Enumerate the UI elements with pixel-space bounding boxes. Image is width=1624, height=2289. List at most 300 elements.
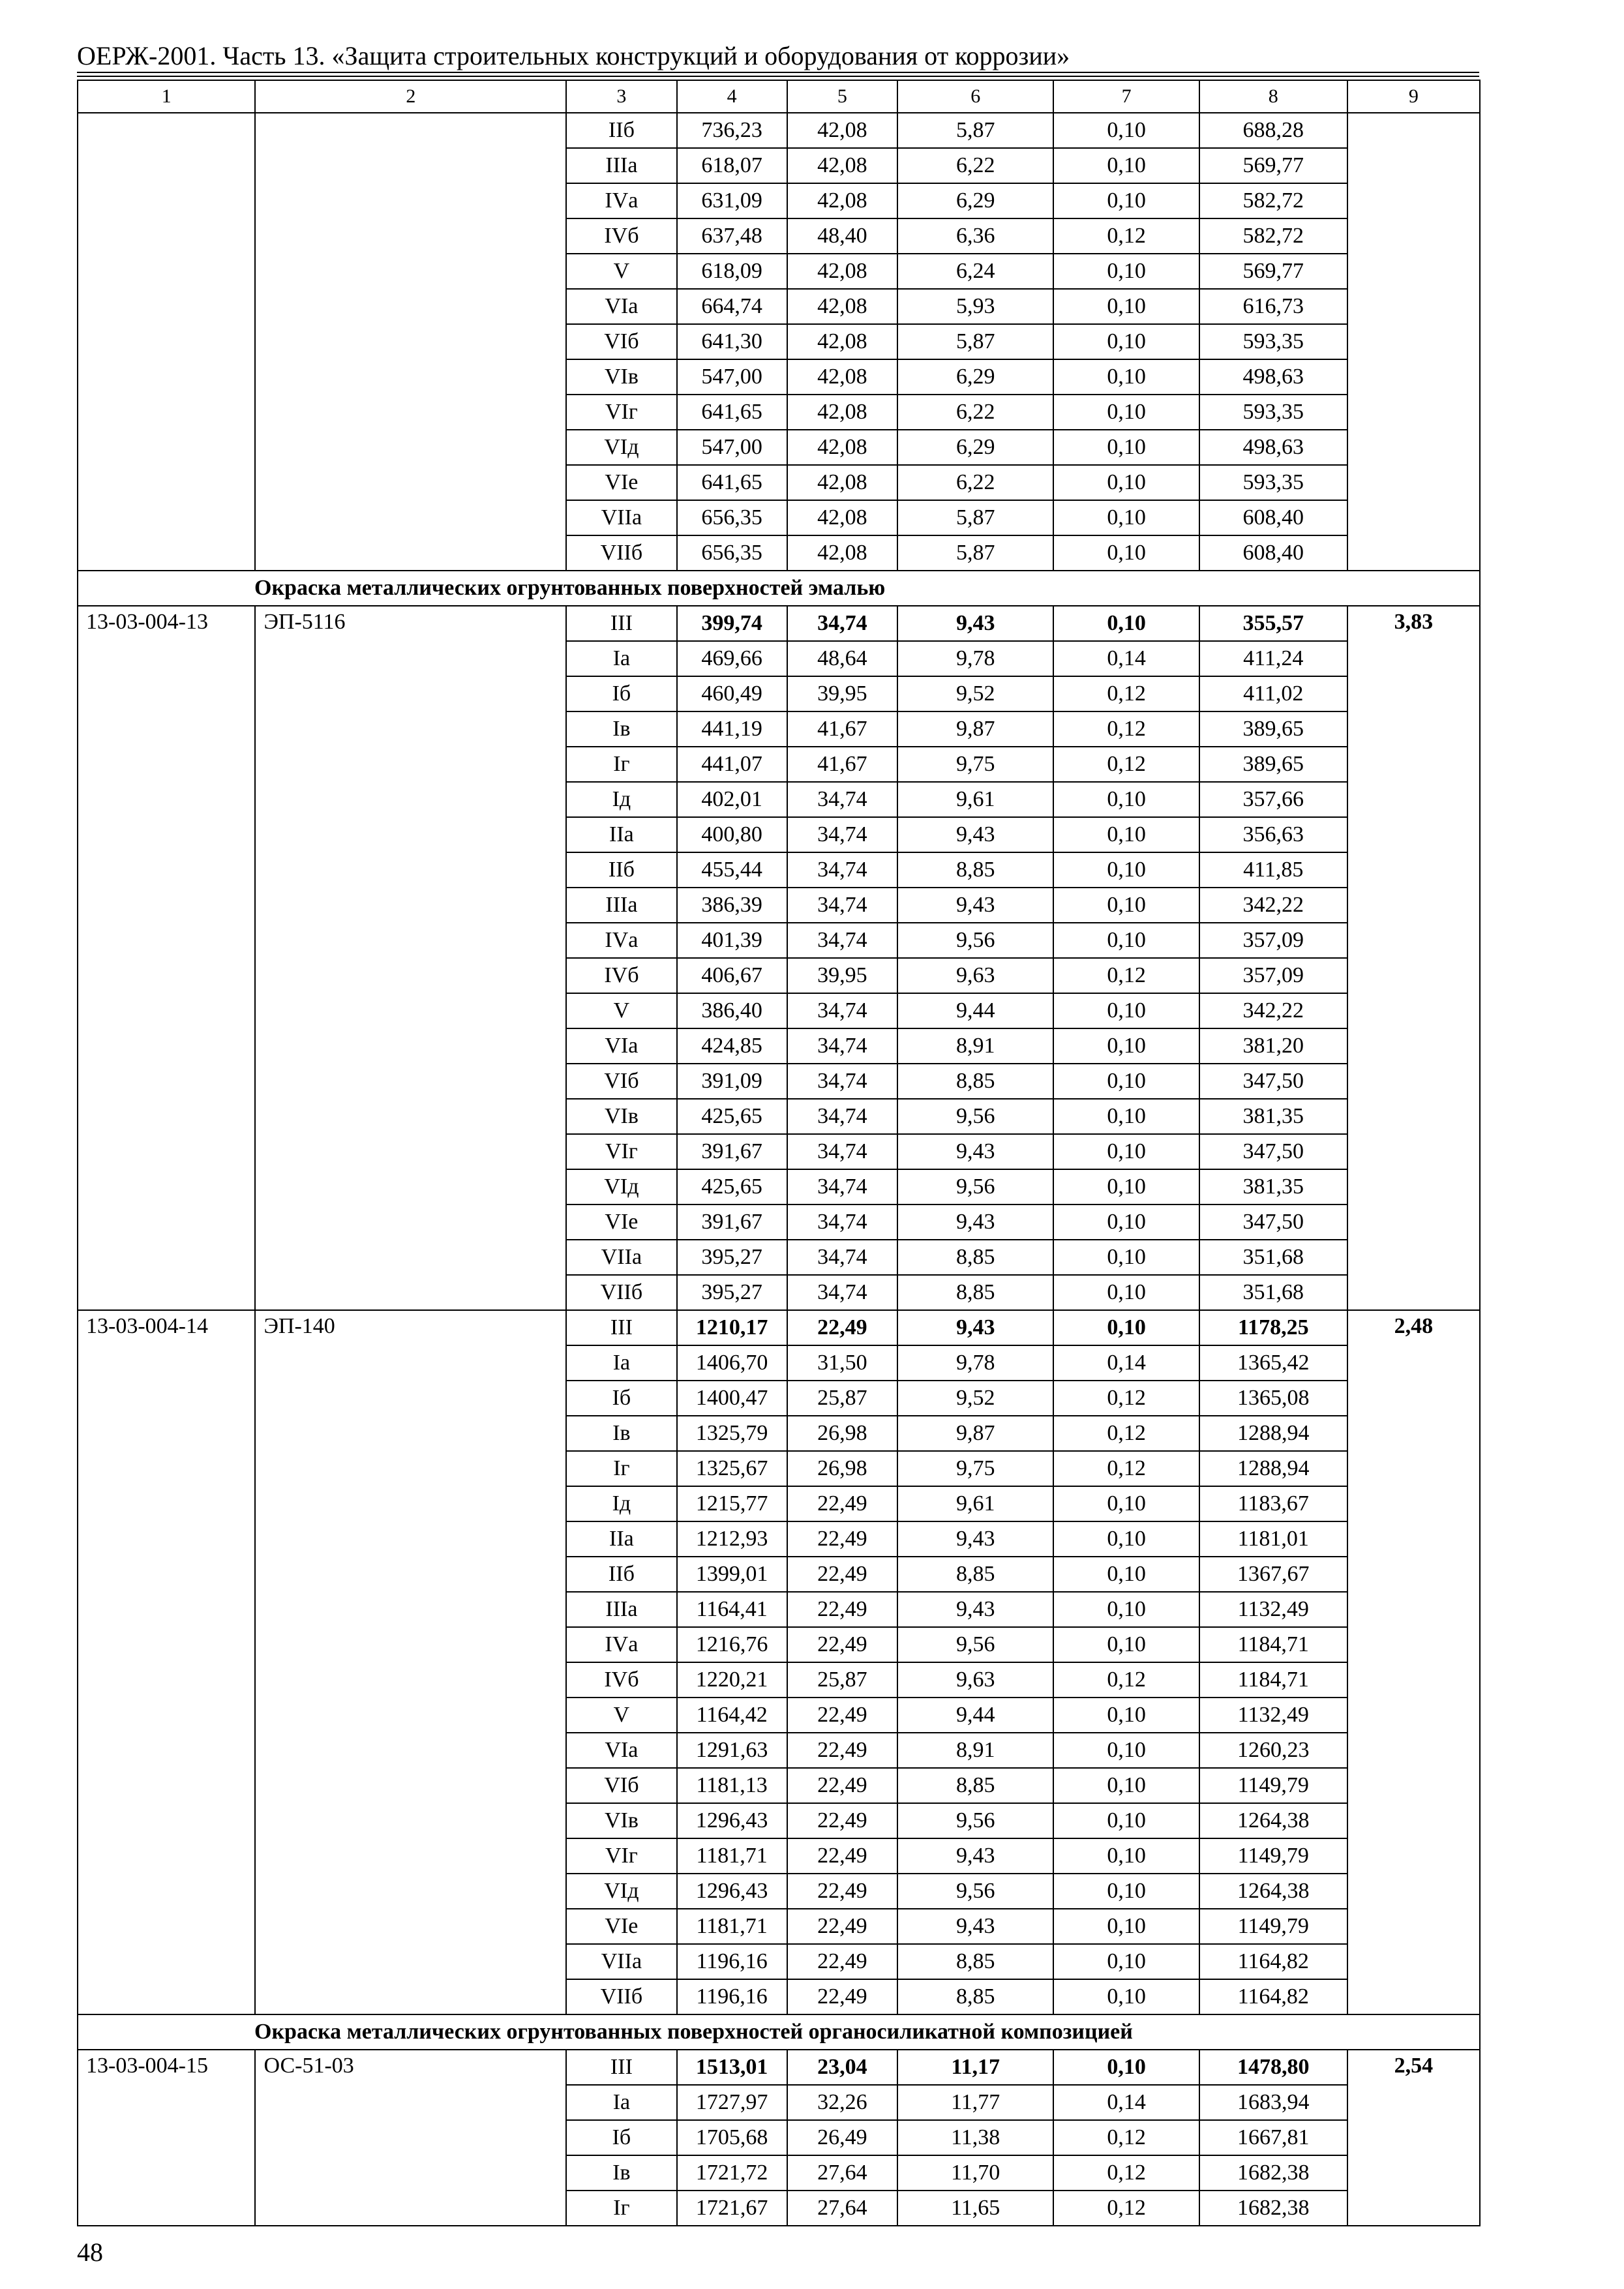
value-cell: 498,63 xyxy=(1199,359,1347,395)
value-cell: 0,14 xyxy=(1053,2085,1199,2120)
value-cell: 1149,79 xyxy=(1199,1909,1347,1944)
value-cell: 22,49 xyxy=(787,1733,897,1768)
value-cell: 5,87 xyxy=(897,324,1053,359)
value-cell: 27,64 xyxy=(787,2191,897,2226)
value-cell: 8,91 xyxy=(897,1028,1053,1064)
value-cell: 42,08 xyxy=(787,395,897,430)
zone-cell: Iг xyxy=(566,1451,676,1486)
value-cell: 425,65 xyxy=(677,1099,787,1134)
zone-cell: Iв xyxy=(566,2155,676,2191)
zone-cell: IVб xyxy=(566,218,676,254)
value-cell: 42,08 xyxy=(787,430,897,465)
zone-cell: Iд xyxy=(566,782,676,817)
value-cell: 5,93 xyxy=(897,289,1053,324)
value-cell: 0,12 xyxy=(1053,1451,1199,1486)
value-cell: 441,07 xyxy=(677,747,787,782)
code-cell: 13-03-004-14 xyxy=(78,1310,255,2014)
zone-cell: VIе xyxy=(566,465,676,500)
zone-cell: V xyxy=(566,254,676,289)
value-cell: 355,57 xyxy=(1199,606,1347,641)
value-cell: 41,67 xyxy=(787,747,897,782)
column-number: 8 xyxy=(1199,80,1347,113)
section-title: Окраска металлических огрунтованных поверхностей органосиликатной композицией xyxy=(78,2014,1480,2050)
zone-cell: VIе xyxy=(566,1909,676,1944)
value-cell: 34,74 xyxy=(787,606,897,641)
value-cell: 22,49 xyxy=(787,1944,897,1979)
value-cell: 6,24 xyxy=(897,254,1053,289)
value-cell: 22,49 xyxy=(787,1874,897,1909)
page-header: ОЕРЖ-2001. Часть 13. «Защита строительных конструкций и оборудования от коррозии» xyxy=(77,41,1070,70)
value-cell: 0,10 xyxy=(1053,1874,1199,1909)
value-cell: 593,35 xyxy=(1199,465,1347,500)
zone-cell: V xyxy=(566,993,676,1028)
value-cell: 1212,93 xyxy=(677,1521,787,1557)
value-cell: 0,10 xyxy=(1053,888,1199,923)
value-cell: 547,00 xyxy=(677,430,787,465)
value-cell: 1183,67 xyxy=(1199,1486,1347,1521)
value-cell: 641,30 xyxy=(677,324,787,359)
value-cell: 0,12 xyxy=(1053,711,1199,747)
code-cell: 13-03-004-15 xyxy=(78,2050,255,2226)
value-cell: 1682,38 xyxy=(1199,2155,1347,2191)
value-cell: 386,39 xyxy=(677,888,787,923)
value-cell: 357,09 xyxy=(1199,958,1347,993)
value-cell: 1683,94 xyxy=(1199,2085,1347,2120)
value-cell: 9,61 xyxy=(897,1486,1053,1521)
value-cell: 0,10 xyxy=(1053,2050,1199,2085)
value-cell: 39,95 xyxy=(787,958,897,993)
value-cell: 347,50 xyxy=(1199,1064,1347,1099)
value-cell: 1325,79 xyxy=(677,1416,787,1451)
value-cell: 34,74 xyxy=(787,817,897,852)
value-cell: 381,35 xyxy=(1199,1099,1347,1134)
value-cell: 1196,16 xyxy=(677,1979,787,2014)
value-cell: 9,61 xyxy=(897,782,1053,817)
value-cell: 22,49 xyxy=(787,1592,897,1627)
value-cell: 593,35 xyxy=(1199,324,1347,359)
zone-cell: VIв xyxy=(566,359,676,395)
value-cell: 1210,17 xyxy=(677,1310,787,1345)
value-cell: 736,23 xyxy=(677,113,787,148)
value-cell: 0,12 xyxy=(1053,1381,1199,1416)
value-cell: 1132,49 xyxy=(1199,1592,1347,1627)
value-cell: 664,74 xyxy=(677,289,787,324)
value-cell: 616,73 xyxy=(1199,289,1347,324)
value-cell: 1164,42 xyxy=(677,1698,787,1733)
value-cell: 6,29 xyxy=(897,430,1053,465)
value-cell: 42,08 xyxy=(787,254,897,289)
value-cell: 34,74 xyxy=(787,888,897,923)
value-cell: 0,14 xyxy=(1053,641,1199,676)
value-cell: 9,78 xyxy=(897,641,1053,676)
value-cell: 32,26 xyxy=(787,2085,897,2120)
zone-cell: VIа xyxy=(566,1733,676,1768)
zone-cell: IVб xyxy=(566,1662,676,1698)
value-cell: 22,49 xyxy=(787,1979,897,2014)
value-cell: 460,49 xyxy=(677,676,787,711)
value-cell: 39,95 xyxy=(787,676,897,711)
value-cell: 411,02 xyxy=(1199,676,1347,711)
value-cell: 1264,38 xyxy=(1199,1874,1347,1909)
table-row xyxy=(78,606,1480,641)
zone-cell: Iв xyxy=(566,711,676,747)
value-cell: 0,10 xyxy=(1053,1310,1199,1345)
value-cell: 9,52 xyxy=(897,676,1053,711)
value-cell: 26,49 xyxy=(787,2120,897,2155)
column-number: 2 xyxy=(255,80,566,113)
value-cell: 9,56 xyxy=(897,923,1053,958)
zone-cell: IIб xyxy=(566,852,676,888)
value-cell: 42,08 xyxy=(787,113,897,148)
value-cell: 34,74 xyxy=(787,1028,897,1064)
value-cell: 22,49 xyxy=(787,1486,897,1521)
column-number-row xyxy=(78,80,1480,113)
value-cell: 0,12 xyxy=(1053,2191,1199,2226)
value-cell: 22,49 xyxy=(787,1838,897,1874)
value-cell: 42,08 xyxy=(787,183,897,218)
price-table xyxy=(77,80,1481,2226)
value-cell: 0,10 xyxy=(1053,1521,1199,1557)
value-cell: 547,00 xyxy=(677,359,787,395)
value-cell: 582,72 xyxy=(1199,183,1347,218)
value-cell: 0,10 xyxy=(1053,500,1199,535)
value-cell: 9,44 xyxy=(897,993,1053,1028)
value-cell: 8,85 xyxy=(897,1557,1053,1592)
column-number: 3 xyxy=(566,80,676,113)
value-cell: 569,77 xyxy=(1199,148,1347,183)
column-number: 1 xyxy=(78,80,255,113)
value-cell: 9,56 xyxy=(897,1803,1053,1838)
value-cell: 0,10 xyxy=(1053,1134,1199,1169)
value-cell: 25,87 xyxy=(787,1381,897,1416)
value-cell: 1260,23 xyxy=(1199,1733,1347,1768)
zone-cell: Iа xyxy=(566,2085,676,2120)
name-cell: ЭП-5116 xyxy=(255,606,566,1310)
zone-cell: VIа xyxy=(566,289,676,324)
value-cell: 391,67 xyxy=(677,1134,787,1169)
value-cell: 9,43 xyxy=(897,1204,1053,1240)
value-cell: 1288,94 xyxy=(1199,1451,1347,1486)
value-cell: 9,43 xyxy=(897,606,1053,641)
value-cell: 0,10 xyxy=(1053,395,1199,430)
value-cell: 22,49 xyxy=(787,1698,897,1733)
value-cell: 1196,16 xyxy=(677,1944,787,1979)
value-cell: 8,85 xyxy=(897,1944,1053,1979)
value-cell: 1184,71 xyxy=(1199,1627,1347,1662)
value-cell: 9,87 xyxy=(897,711,1053,747)
value-cell: 9,75 xyxy=(897,1451,1053,1486)
value-cell: 389,65 xyxy=(1199,711,1347,747)
name-cell xyxy=(255,113,566,571)
value-cell: 8,85 xyxy=(897,1275,1053,1310)
value-cell: 9,52 xyxy=(897,1381,1053,1416)
zone-cell: Iа xyxy=(566,1345,676,1381)
value-cell: 1164,82 xyxy=(1199,1944,1347,1979)
zone-cell: IIIа xyxy=(566,148,676,183)
zone-cell: IVа xyxy=(566,183,676,218)
zone-cell: IIIа xyxy=(566,1592,676,1627)
section-title: Окраска металлических огрунтованных поверхностей эмалью xyxy=(78,571,1480,606)
value-cell: 0,10 xyxy=(1053,1099,1199,1134)
value-cell: 425,65 xyxy=(677,1169,787,1204)
value-cell: 9,43 xyxy=(897,1521,1053,1557)
value-cell: 9,43 xyxy=(897,817,1053,852)
name-cell: ЭП-140 xyxy=(255,1310,566,2014)
value-cell: 0,10 xyxy=(1053,1838,1199,1874)
value-cell: 608,40 xyxy=(1199,535,1347,571)
value-cell: 1365,08 xyxy=(1199,1381,1347,1416)
value-cell: 391,09 xyxy=(677,1064,787,1099)
value-cell: 0,12 xyxy=(1053,1416,1199,1451)
section-row xyxy=(78,571,1480,606)
zone-cell: III xyxy=(566,606,676,641)
value-cell: 347,50 xyxy=(1199,1204,1347,1240)
value-cell: 0,10 xyxy=(1053,1204,1199,1240)
name-cell: ОС-51-03 xyxy=(255,2050,566,2226)
value-cell: 9,43 xyxy=(897,888,1053,923)
value-cell: 469,66 xyxy=(677,641,787,676)
value-cell: 26,98 xyxy=(787,1416,897,1451)
code-cell: 13-03-004-13 xyxy=(78,606,255,1310)
value-cell: 1325,67 xyxy=(677,1451,787,1486)
value-cell: 9,87 xyxy=(897,1416,1053,1451)
value-cell: 0,10 xyxy=(1053,535,1199,571)
value-cell: 0,10 xyxy=(1053,1803,1199,1838)
value-cell: 9,43 xyxy=(897,1838,1053,1874)
value-cell: 1216,76 xyxy=(677,1627,787,1662)
value-cell: 11,17 xyxy=(897,2050,1053,2085)
zone-cell: Iб xyxy=(566,2120,676,2155)
value-cell: 42,08 xyxy=(787,289,897,324)
value-cell: 351,68 xyxy=(1199,1275,1347,1310)
value-cell: 0,10 xyxy=(1053,324,1199,359)
value-cell: 1721,67 xyxy=(677,2191,787,2226)
value-cell: 0,10 xyxy=(1053,993,1199,1028)
value-cell: 618,07 xyxy=(677,148,787,183)
value-cell: 22,49 xyxy=(787,1521,897,1557)
value-cell: 1513,01 xyxy=(677,2050,787,2085)
value-cell: 34,74 xyxy=(787,993,897,1028)
value-cell: 0,12 xyxy=(1053,747,1199,782)
value-cell: 0,10 xyxy=(1053,254,1199,289)
value-cell: 1184,71 xyxy=(1199,1662,1347,1698)
value-cell: 1296,43 xyxy=(677,1874,787,1909)
zone-cell: VIб xyxy=(566,1064,676,1099)
value-cell: 5,87 xyxy=(897,113,1053,148)
value-cell: 0,12 xyxy=(1053,958,1199,993)
value-cell: 22,49 xyxy=(787,1627,897,1662)
value-cell: 11,65 xyxy=(897,2191,1053,2226)
value-cell: 42,08 xyxy=(787,535,897,571)
zone-cell: IVб xyxy=(566,958,676,993)
value-cell: 1178,25 xyxy=(1199,1310,1347,1345)
value-cell: 0,12 xyxy=(1053,1662,1199,1698)
zone-cell: Iд xyxy=(566,1486,676,1521)
zone-cell: IVа xyxy=(566,1627,676,1662)
zone-cell: Iв xyxy=(566,1416,676,1451)
value-cell: 0,12 xyxy=(1053,218,1199,254)
value-cell: 401,39 xyxy=(677,923,787,958)
value-cell: 34,74 xyxy=(787,1134,897,1169)
value-cell: 1406,70 xyxy=(677,1345,787,1381)
zone-cell: Iб xyxy=(566,676,676,711)
value-cell: 9,56 xyxy=(897,1874,1053,1909)
value-cell: 0,10 xyxy=(1053,1944,1199,1979)
value-cell: 0,10 xyxy=(1053,1240,1199,1275)
value-cell: 389,65 xyxy=(1199,747,1347,782)
value-cell: 34,74 xyxy=(787,1204,897,1240)
value-cell: 1164,41 xyxy=(677,1592,787,1627)
value-cell: 8,85 xyxy=(897,852,1053,888)
column-number: 4 xyxy=(677,80,787,113)
column-number: 5 xyxy=(787,80,897,113)
value-cell: 41,67 xyxy=(787,711,897,747)
value-cell: 9,44 xyxy=(897,1698,1053,1733)
value-cell: 0,10 xyxy=(1053,359,1199,395)
value-cell: 8,85 xyxy=(897,1979,1053,2014)
coefficient-cell: 2,54 xyxy=(1347,2050,1480,2226)
value-cell: 0,10 xyxy=(1053,1486,1199,1521)
value-cell: 25,87 xyxy=(787,1662,897,1698)
value-cell: 6,29 xyxy=(897,359,1053,395)
value-cell: 0,10 xyxy=(1053,430,1199,465)
value-cell: 1181,71 xyxy=(677,1909,787,1944)
zone-cell: VIд xyxy=(566,430,676,465)
value-cell: 0,10 xyxy=(1053,852,1199,888)
value-cell: 23,04 xyxy=(787,2050,897,2085)
value-cell: 1721,72 xyxy=(677,2155,787,2191)
value-cell: 402,01 xyxy=(677,782,787,817)
value-cell: 391,67 xyxy=(677,1204,787,1240)
value-cell: 0,10 xyxy=(1053,1028,1199,1064)
value-cell: 351,68 xyxy=(1199,1240,1347,1275)
zone-cell: Iа xyxy=(566,641,676,676)
value-cell: 9,56 xyxy=(897,1627,1053,1662)
value-cell: 22,49 xyxy=(787,1768,897,1803)
value-cell: 386,40 xyxy=(677,993,787,1028)
value-cell: 357,66 xyxy=(1199,782,1347,817)
value-cell: 9,56 xyxy=(897,1169,1053,1204)
value-cell: 569,77 xyxy=(1199,254,1347,289)
zone-cell: III xyxy=(566,1310,676,1345)
zone-cell: Iг xyxy=(566,2191,676,2226)
value-cell: 1365,42 xyxy=(1199,1345,1347,1381)
value-cell: 347,50 xyxy=(1199,1134,1347,1169)
header-rule-double xyxy=(77,76,1479,77)
value-cell: 6,22 xyxy=(897,395,1053,430)
value-cell: 5,87 xyxy=(897,535,1053,571)
zone-cell: VIб xyxy=(566,1768,676,1803)
value-cell: 22,49 xyxy=(787,1909,897,1944)
value-cell: 34,74 xyxy=(787,1275,897,1310)
zone-cell: IIб xyxy=(566,113,676,148)
value-cell: 0,12 xyxy=(1053,2155,1199,2191)
zone-cell: Iг xyxy=(566,747,676,782)
zone-cell: V xyxy=(566,1698,676,1733)
value-cell: 9,56 xyxy=(897,1099,1053,1134)
value-cell: 0,10 xyxy=(1053,1064,1199,1099)
value-cell: 424,85 xyxy=(677,1028,787,1064)
value-cell: 400,80 xyxy=(677,817,787,852)
table-row xyxy=(78,1310,1480,1345)
value-cell: 0,10 xyxy=(1053,1275,1199,1310)
value-cell: 1220,21 xyxy=(677,1662,787,1698)
section-row xyxy=(78,2014,1480,2050)
zone-cell: VIв xyxy=(566,1803,676,1838)
value-cell: 1164,82 xyxy=(1199,1979,1347,2014)
column-number: 6 xyxy=(897,80,1053,113)
value-cell: 9,43 xyxy=(897,1134,1053,1169)
value-cell: 1667,81 xyxy=(1199,2120,1347,2155)
value-cell: 395,27 xyxy=(677,1275,787,1310)
value-cell: 42,08 xyxy=(787,465,897,500)
page-number: 48 xyxy=(77,2237,103,2267)
value-cell: 1367,67 xyxy=(1199,1557,1347,1592)
value-cell: 42,08 xyxy=(787,500,897,535)
value-cell: 608,40 xyxy=(1199,500,1347,535)
coefficient-cell: 2,48 xyxy=(1347,1310,1480,2014)
value-cell: 0,10 xyxy=(1053,113,1199,148)
column-number: 9 xyxy=(1347,80,1480,113)
header-rule xyxy=(77,72,1479,73)
value-cell: 42,08 xyxy=(787,148,897,183)
value-cell: 22,49 xyxy=(787,1557,897,1592)
value-cell: 31,50 xyxy=(787,1345,897,1381)
coefficient-cell xyxy=(1347,113,1480,571)
value-cell: 411,24 xyxy=(1199,641,1347,676)
value-cell: 34,74 xyxy=(787,923,897,958)
value-cell: 0,12 xyxy=(1053,676,1199,711)
value-cell: 0,10 xyxy=(1053,1627,1199,1662)
value-cell: 1288,94 xyxy=(1199,1416,1347,1451)
value-cell: 11,77 xyxy=(897,2085,1053,2120)
value-cell: 0,10 xyxy=(1053,1979,1199,2014)
table-row xyxy=(78,113,1480,148)
value-cell: 9,63 xyxy=(897,1662,1053,1698)
value-cell: 395,27 xyxy=(677,1240,787,1275)
value-cell: 9,43 xyxy=(897,1909,1053,1944)
value-cell: 0,10 xyxy=(1053,148,1199,183)
value-cell: 0,14 xyxy=(1053,1345,1199,1381)
value-cell: 357,09 xyxy=(1199,923,1347,958)
value-cell: 618,09 xyxy=(677,254,787,289)
value-cell: 411,85 xyxy=(1199,852,1347,888)
value-cell: 356,63 xyxy=(1199,817,1347,852)
value-cell: 0,10 xyxy=(1053,606,1199,641)
value-cell: 11,70 xyxy=(897,2155,1053,2191)
value-cell: 406,67 xyxy=(677,958,787,993)
value-cell: 637,48 xyxy=(677,218,787,254)
value-cell: 26,98 xyxy=(787,1451,897,1486)
value-cell: 0,10 xyxy=(1053,1557,1199,1592)
value-cell: 22,49 xyxy=(787,1803,897,1838)
value-cell: 11,38 xyxy=(897,2120,1053,2155)
code-cell xyxy=(78,113,255,571)
value-cell: 0,10 xyxy=(1053,1698,1199,1733)
zone-cell: VIIб xyxy=(566,535,676,571)
table-row xyxy=(78,2050,1480,2085)
zone-cell: VIIа xyxy=(566,1944,676,1979)
zone-cell: VIа xyxy=(566,1028,676,1064)
zone-cell: VIв xyxy=(566,1099,676,1134)
value-cell: 22,49 xyxy=(787,1310,897,1345)
value-cell: 0,10 xyxy=(1053,1169,1199,1204)
zone-cell: VIе xyxy=(566,1204,676,1240)
value-cell: 1149,79 xyxy=(1199,1838,1347,1874)
value-cell: 1727,97 xyxy=(677,2085,787,2120)
value-cell: 9,78 xyxy=(897,1345,1053,1381)
value-cell: 6,29 xyxy=(897,183,1053,218)
